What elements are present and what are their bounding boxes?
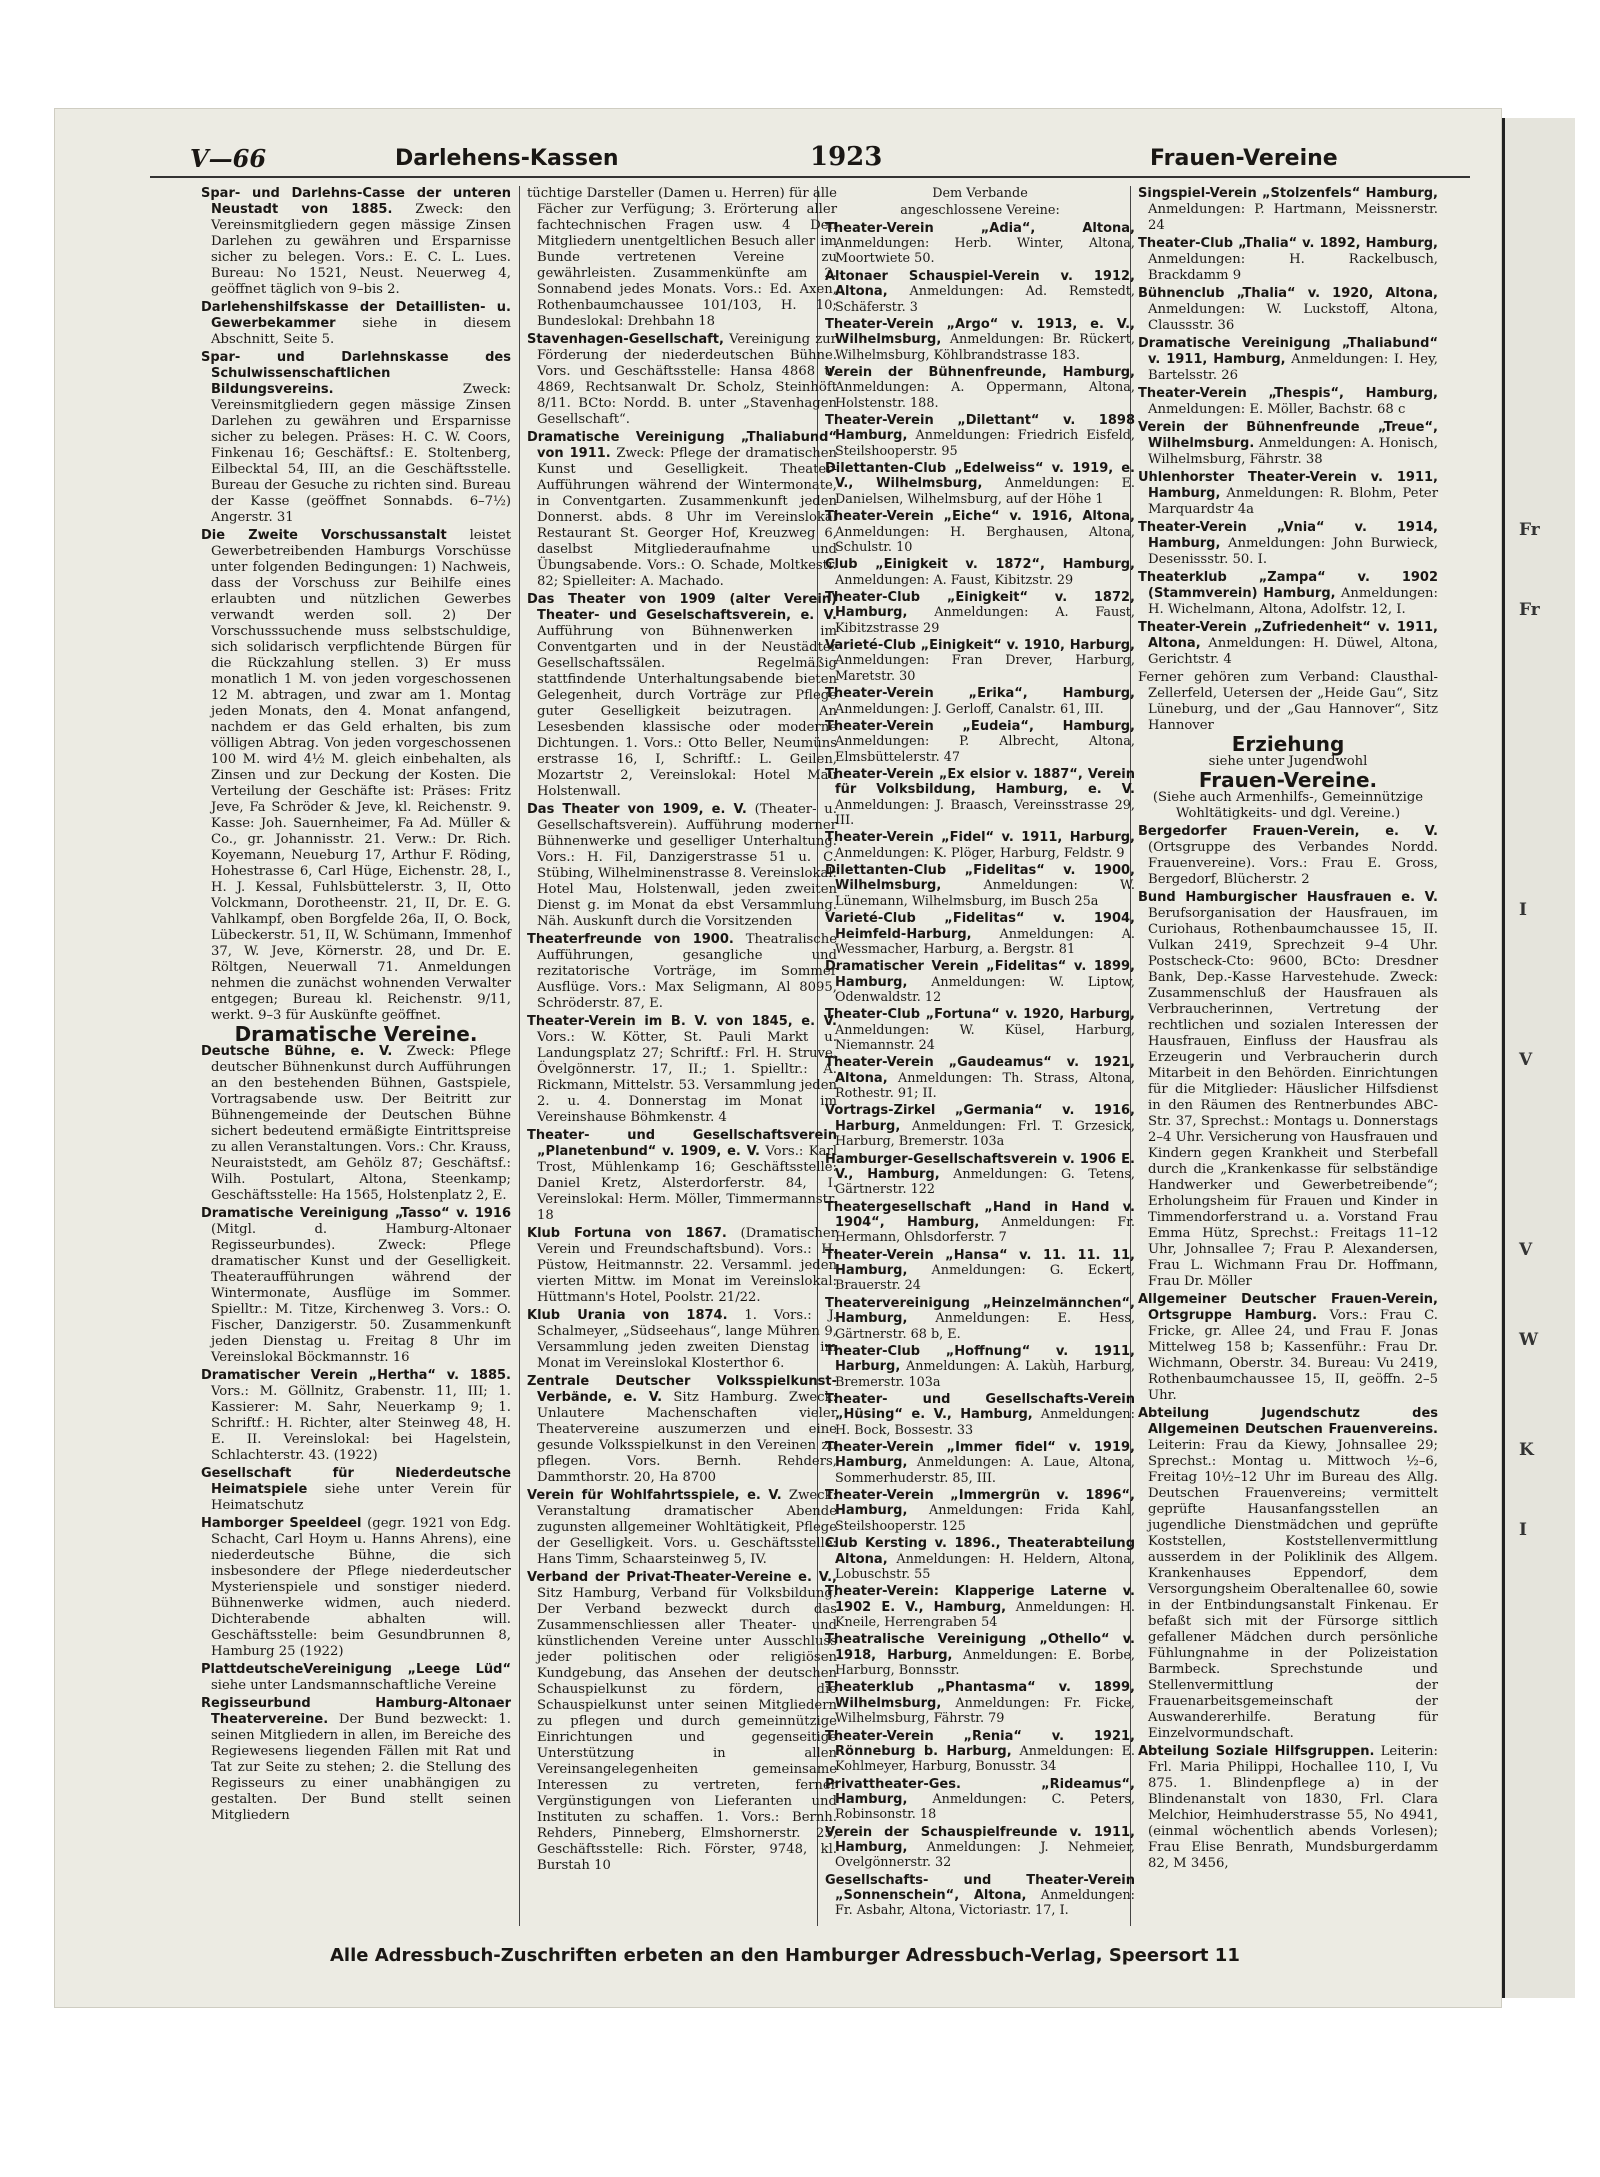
entry-text: Anmeldungen: E. Danielsen, Wilhelmsburg, auf der Höhe 1 — [835, 476, 1135, 507]
entry-text: (Dramatischer Verein und Freundschaftsbund). Vors.: H. Püstow, Heitmannstr. 22. Versamml. jeden vierten Mittw. im Monat im Vereinslokal: Hüttmann's Hotel, Poolstr. 21/22. — [537, 1226, 837, 1305]
entry-name: Dramatischer Verein „Fidelitas“ v. 1899, Hamburg, — [825, 959, 1135, 990]
entry-name: Theatervereinigung „Heinzelmännchen“, Hamburg, — [825, 1295, 1135, 1327]
entry-text: Sitz Hamburg. Zweck: Unlautere Machenschaften vieler Theatervereine auszumerzen und eine gesunde Volksspielkunst in den Vereinen zu pflegen. Vors. Bernh. Rehders, Dammthorstr. 20, Ha 8700 — [537, 1390, 838, 1485]
entry-text: Anmeldungen: Frl. T. Grzesick, Harburg, Bremerstr. 103a — [835, 1118, 1135, 1150]
entry-text: Anmeldungen: Friedrich Eisfeld, Steilshooperstr. 95 — [835, 428, 1135, 459]
entry-name: Theater-Verein „Thespis“, Hamburg, — [1138, 386, 1438, 401]
entry-name: Theatralische Vereinigung „Othello“ v. 1918, Harburg, — [825, 1632, 1135, 1663]
section-note: angeschlossene Vereine: — [900, 203, 1060, 219]
header-left-title: Darlehens-Kassen — [395, 146, 619, 171]
directory-entry — [825, 1055, 1135, 1101]
entry-text: 1. Vors.: J. Schalmeyer, „Südseehaus“, lange Mühren 9, Versammlung jeden zweiten Dienstag im Monat im Vereinslokal Klosterthor 6. — [537, 1308, 837, 1371]
entry-text: Anmeldungen: Frida Kahl, Steilshooperstr. 125 — [835, 1503, 1135, 1534]
adjacent-page-fragment: Fr — [1519, 520, 1540, 540]
directory-entry — [825, 461, 1135, 507]
entry-text: Zweck: Pflege deutscher Bühnenkunst durch Aufführungen an den bestehenden Bühnen, Gastspiele, Vortragsabende usw. Der Beitritt zur Bühnengemeinde der Deutschen Bühne sichert bedeutend ermäßigte Eintrittspreise zu allen Veranstaltungen. Vors.: Chr. Krauss, Neuraiststedt, am Gehölz 87; Geschäftsf.: Wilh. Postulart, Altona, Steenkamp; Geschäftsstelle: Ha 1565, Holstenplatz 2, E. — [211, 1044, 511, 1203]
directory-entry — [825, 1488, 1135, 1534]
entry-name: Dramatische Vereinigung „Thaliabund“ von 1911. — [527, 430, 837, 461]
adjacent-page-fragment: V — [1519, 1240, 1533, 1260]
directory-entry — [527, 1308, 837, 1372]
directory-entry — [825, 1296, 1135, 1342]
directory-entry — [1138, 1406, 1438, 1742]
directory-entry — [825, 590, 1135, 636]
entry-text: Anmeldungen: P. Hartmann, Meissnerstr. 24 — [1148, 202, 1438, 233]
entry-name: Die Zweite Vorschussanstalt — [201, 528, 447, 543]
entry-text: Anmeldungen: H. Berghausen, Altona, Schulstr. 10 — [835, 524, 1135, 555]
directory-entry — [825, 719, 1135, 765]
directory-entry — [825, 1873, 1135, 1919]
directory-entry — [825, 767, 1135, 828]
directory-entry — [527, 932, 837, 1012]
entry-name: Bund Hamburgischer Hausfrauen e. V. — [1138, 890, 1438, 905]
entry-name: PlattdeutscheVereinigung „Leege Lüd“ — [201, 1662, 511, 1677]
directory-entry — [825, 269, 1135, 315]
entry-text: Anmeldungen: A. Honisch, Wilhelmsburg, Fährstr. 38 — [1148, 436, 1438, 467]
entry-name: Theater-Verein „Eudeia“, Hamburg, — [825, 718, 1135, 734]
entry-text: Anmeldungen: E. Kohlmeyer, Harburg, Bonusstr. 34 — [835, 1743, 1135, 1775]
adjacent-page-fragment: I — [1519, 900, 1527, 920]
entry-name: Gesellschafts- und Theater-Verein „Sonnenschein“, Altona, — [825, 1872, 1135, 1904]
directory-entry — [201, 350, 511, 526]
entry-text: Anmeldungen: A. Faust, Kibitzstr. 29 — [835, 572, 1074, 588]
directory-entry — [527, 332, 837, 428]
entry-name: Theater-Verein „Gaudeamus“ v. 1921, Altona, — [825, 1055, 1135, 1086]
directory-entry — [825, 1680, 1135, 1726]
entry-name: Club Kersting v. 1896., Theaterabteilung Altona, — [825, 1536, 1135, 1567]
directory-entry — [527, 430, 837, 590]
entry-text: Anmeldungen: Fr. Hermann, Ohlsdorferstr. 7 — [835, 1215, 1135, 1246]
entry-text: Anmeldungen: H. Heldern, Altona, Lobuschstr. 55 — [835, 1551, 1135, 1582]
entry-text: Anmeldungen: Herb. Winter, Altona, Moortwiete 50. — [835, 236, 1135, 267]
directory-entry — [1138, 386, 1438, 418]
entry-text: Aufführung von Bühnenwerken im Conventgarten und in der Neustädter Gesellschaftssälen. Regelmäßig stattfindende Unterhaltungsabende bieten Gelegenheit, durch Vorträge zur Pflege guter Geselligkeit beizutragen. An Lesesbenden klassische oder moderne Dichtungen. 1. Vors.: Otto Beller, Neumüns erstrasse 16, I, Schriftf.: L. Geilen, Mozartstr 2, Vereinslokal: Hotel Mau Holstenwall. — [537, 624, 837, 799]
directory-entry — [825, 959, 1135, 1005]
entry-name: Theater- und Gesellschaftsverein „Planetenbund“ v. 1909, e. V. — [527, 1128, 837, 1159]
entry-text: Sitz Hamburg, Verband für Volksbildung. Der Verband bezweckt durch das Zusammenschliessen aller Theater- und künstlichenden Vereine unter Ausschluss jeder politischen oder religiösen Kundgebung, das Ansehen der deutschen Schauspielkunst zu fördern, die Schauspielkunst unter seinen Mitgliedern zu pflegen und durch gemeinnützige Einrichtungen und gegenseitige Unterstützung in allen Vereinsangelegenheiten gemeinsame Interessen zu vertreten, ferner Vergünstigungen von Lieferanten und Instituten zu schaffen. 1. Vors.: Bernh. Rehders, Pinneberg, Elmshornerstr. 25, Geschäftsstelle: Rich. Förster, 9748, kl. Burstah 10 — [537, 1586, 837, 1873]
entry-name: Bühnenclub „Thalia“ v. 1920, Altona, — [1138, 286, 1438, 301]
directory-entry — [825, 1392, 1135, 1438]
directory-entry — [527, 186, 837, 330]
directory-entry — [201, 1044, 511, 1204]
directory-entry — [825, 1777, 1135, 1823]
entry-name: Hamburger-Gesellschaftsverein v. 1906 E. V., Hamburg, — [825, 1151, 1135, 1182]
directory-entry — [527, 1374, 837, 1486]
header-right-title: Frauen-Vereine — [1150, 146, 1338, 171]
entry-text: (Ortsgruppe des Verbandes Nordd. Frauenvereine). Vors.: Frau E. Gross, Bergedorf, Blücherstr. 2 — [1148, 840, 1438, 887]
entry-name: Theater-Verein „Immergrün v. 1896“, Hamburg, — [825, 1488, 1135, 1519]
directory-entry — [825, 1584, 1135, 1630]
directory-entry — [1138, 890, 1438, 1290]
entry-name: Verein der Schauspielfreunde v. 1911, Hamburg, — [825, 1824, 1135, 1856]
directory-entry — [1138, 570, 1438, 618]
entry-text: Zweck: Pflege der dramatischen Kunst und Geselligkeit. Theater-Aufführungen während der Wintermonate, in Conventgarten. Zusammenkunft jeden Donnerst. abds. 8 Uhr im Vereinslokal Restaurant St. Georger Hof, Kreuzweg 6, daselbst Mitgliederaufnahme und Übungsabende. Vors.: O. Schade, Moltkestr. 82; Spielleiter: A. Machado. — [537, 446, 837, 589]
entry-text: Anmeldungen: Th. Strass, Altona, Rothestr. 91; II. — [835, 1070, 1135, 1102]
section-heading: Dramatische Vereine. — [234, 1022, 478, 1046]
directory-entry — [1138, 670, 1438, 734]
entry-name: Dilettanten-Club „Edelweiss“ v. 1919, e. V., Wilhelmsburg, — [825, 461, 1135, 492]
entry-text: Vors.: Karl Trost, Mühlenkamp 16; Geschäftsstelle: Daniel Kretz, Alsterdorferstr. 84, I. Vereinslokal: Herm. Möller, Timmermannstr. 18 — [537, 1144, 837, 1223]
directory-entry — [201, 528, 511, 1024]
directory-entry — [825, 830, 1135, 861]
directory-entry — [825, 413, 1135, 459]
column-rule — [519, 186, 520, 1926]
entry-text: Vors.: M. Göllnitz, Grabenstr. 11, III; 1. Kassierer: M. Sahr, Neuerkamp 9; 1. Schriftf.: H. Richter, alter Steinweg 48, H. E. II. Vereinslokal: bei Hagelstein, Schlachterstr. 43. (1922) — [211, 1384, 511, 1463]
directory-entry — [201, 1466, 511, 1514]
directory-entry — [201, 1516, 511, 1660]
directory-entry — [527, 1014, 837, 1126]
entry-text: siehe unter Verein für Heimatschutz — [211, 1482, 511, 1513]
adjacent-page-fragment: V — [1519, 1050, 1533, 1070]
directory-entry — [1138, 620, 1438, 668]
entry-name: Verband der Privat-Theater-Vereine e. V., — [527, 1570, 837, 1585]
entry-name: Das Theater von 1909 (alter Verein) Theater- und Geselschaftsverein, e. V. — [527, 592, 837, 623]
directory-entry — [527, 1570, 837, 1874]
entry-name: Klub Urania von 1874. — [527, 1308, 728, 1323]
entry-name: Spar- und Darlehnskasse des Schulwissenschaftlichen Bildungsvereins. — [201, 350, 511, 397]
entry-text: Anmeldungen: H. Wichelmann, Altona, Adolfstr. 12, I. — [1148, 586, 1438, 617]
entry-name: Dramatische Vereinigung „Tasso“ v. 1916 — [201, 1206, 511, 1221]
entry-name: Varieté-Club „Einigkeit“ v. 1910, Harburg, — [825, 638, 1135, 654]
entry-text: tüchtige Darsteller (Damen u. Herren) für alle Fächer zur Verfügung; 3. Erörterung aller fachtechnischen Fragen usw. 4 Den Mitgliedern unentgeltlichen Besuch aller im Bunde vertretenen Vereine zu gewährleisten. Zusammenkünfte am 2. Sonnabend jedes Monats. Vors.: Ed. Axen, Rothenbaumchaussee 101/103, H. 10; Bundeslokal: Drehbahn 18 — [527, 186, 837, 329]
text-column-4 — [1138, 186, 1438, 1874]
directory-entry — [1138, 186, 1438, 234]
directory-entry — [825, 638, 1135, 684]
entry-text: Berufsorganisation der Hausfrauen, im Curiohaus, Rothenbaumchaussee 15, II. Vulkan 2419, Sprechzeit 9–4 Uhr. Postscheck-Cto: 9600, BCto: Dresdner Bank, Dep.-Kasse Harvestehude. Zweck: Zusammenschluß der Hausfrauen als Verbraucherinnen, Vertretung der rechtlichen und sozialen Interessen der Hausfrauen, Einfluss der Hausfrau als Erzeugerin und Verbraucherin durch Mitarbeit in den Behörden. Einrichtungen für die Mitglieder: Häuslicher Hilfsdienst in den Räumen des Rentnerbundes ABC-Str. 37, Sprechst.: Montags u. Donnerstags 2–4 Uhr. Versicherung von Hausfrauen und Kindern gegen Krankheit und Sterbefall durch die „Krankenkasse für selbständige Handwerker und Gewerbetreibende“; Erholungsheim für Frauen und Kinder in Timmendorferstrand u. a. Vorstand Frau Emma Hütz, Sprechst.: Freitags 11–12 Uhr, Johnsallee 7; Frau P. Alexandersen, Frau L. Wichmann Frau Dr. Hoffmann, Frau Dr. Möller — [1148, 906, 1438, 1289]
footer-notice: Alle Adressbuch-Zuschriften erbeten an den Hamburger Adressbuch-Verlag, Speersort 11 — [330, 1945, 1240, 1966]
directory-entry — [201, 300, 511, 348]
entry-name: Theater-Verein „Immer fidel“ v. 1919, Hamburg, — [825, 1440, 1135, 1471]
entry-text: Ferner gehören zum Verband: Clausthal-Zellerfeld, Uetersen der „Heide Gau“, Sitz Lüneburg, und der „Gau Hannover“, Sitz Hannover — [1138, 670, 1438, 733]
entry-name: Theater-Verein „Zufriedenheit“ v. 1911, Altona, — [1138, 620, 1438, 651]
entry-name: Theater-Verein „Fidel“ v. 1911, Harburg, — [825, 830, 1135, 846]
text-column-1 — [201, 186, 511, 1826]
section-heading: Erziehung — [1231, 732, 1345, 756]
entry-name: Verein der Bühnenfreunde „Treue“, Wilhelmsburg. — [1138, 420, 1438, 451]
entry-text: Anmeldungen: Ad. Remstedt, Schäferstr. 3 — [835, 284, 1135, 315]
entry-name: Bergedorfer Frauen-Verein, e. V. — [1138, 824, 1438, 839]
entry-text: Der Bund bezweckt: 1. seinen Mitgliedern in allen, im Bereiche des Regiewesens liegenden Fällen mit Rat und Tat zur Seite zu stehen; 2. die Stellung des Regisseurs zu einer unabhängigen zu gestalten. Der Bund stellt seinen Mitgliedern — [211, 1712, 511, 1823]
directory-entry — [825, 863, 1135, 909]
entry-text: Anmeldungen: John Burwieck, Desenissstr. 50. I. — [1148, 536, 1438, 567]
directory-entry — [201, 1368, 511, 1464]
entry-text: Anmeldungen: Fr. Asbahr, Altona, Victoriastr. 17, I. — [835, 1888, 1135, 1919]
entry-text: Leiterin: Frau da Kiewy, Johnsallee 29; Sprechst.: Montag u. Mittwoch ½–6, Freitag 10½–12 Uhr im Bureau des Allg. Deutschen Frauenvereins; vermittelt geprüfte Hausanfangsstellen an jugendliche Dienstmädchen und geprüfte Koststellen, Koststellenvermittlung ausserdem in der Poliklinik des Allgem. Krankenhauses Eppendorf, dem Versorgungsheim Oberaltenallee 60, sowie in der Entbindungsanstalt Finkenau. Er befaßt sich mit der Fürsorge sittlich gefallener Mädchen durch persönliche Fühlungnahme in der Polizeistation Barmbeck. Sprechstunde und Stellenvermittlung der Frauenarbeitsgemeinschaft der Auswandererhilfe. Beratung für Einzelvormundschaft. — [1148, 1438, 1438, 1741]
entry-text: Anmeldungen: A. Wessmacher, Harburg, a. Bergstr. 81 — [835, 926, 1135, 957]
directory-entry — [825, 1536, 1135, 1582]
section-note: (Siehe auch Armenhilfs-, Gemeinnützige Wohltätigkeits- und dgl. Vereine.) — [1152, 790, 1424, 821]
entry-text: Anmeldungen: E. Möller, Bachstr. 68 c — [1148, 402, 1406, 417]
entry-name: Theater-Verein „Ex elsior v. 1887“, Verein für Volksbildung, Hamburg, e. V. — [825, 766, 1135, 798]
section-note: siehe unter Jugendwohl — [1208, 754, 1368, 769]
entry-name: Dramatischer Verein „Hertha“ v. 1885. — [201, 1368, 511, 1383]
entry-text: Anmeldungen: J. Braasch, Vereinsstrasse 29, III. — [835, 797, 1135, 829]
directory-entry — [825, 686, 1135, 717]
entry-text: Anmeldungen: K. Plöger, Harburg, Feldstr. 9 — [835, 845, 1125, 861]
directory-entry — [825, 1825, 1135, 1871]
entry-name: Gesellschaft für Niederdeutsche Heimatspiele — [201, 1466, 511, 1497]
entry-name: Theaterklub „Phantasma“ v. 1899, Wilhelmsburg, — [825, 1680, 1135, 1711]
adjacent-page-strip — [1502, 118, 1575, 1998]
entry-name: Stavenhagen-Gesellschaft, — [527, 332, 724, 347]
entry-text: Anmeldungen: Br. Rückert, Wilhelmsburg, Köhlbrandstrasse 183. — [835, 332, 1136, 363]
entry-text: leistet Gewerbetreibenden Hamburgs Vorschüsse unter folgenden Bedingungen: 1) Nachweis, dass der Vorschuss zur Beihilfe eines erlaubten und nützlichen Gewerbes verwandt werden soll. 2) Der Vorschusssuchende muss selbstschuldige, sich solidarisch verpflichtende Bürgen für die Rückzahlung stellen. 3) Er muss monatlich 1 M. von jeden vorgeschossenen 12 M. abtragen, und zwar am 1. Montag jeden Monats, den 4. Monat anfangend, nachdem er das Geld erhalten, bis zum völligen Abtrag. Von jeden vorgeschossenen 100 M. wird 4½ M. gleich einbehalten, als Zinsen und zur Deckung der Kosten. Die Verteilung der Geschäfte ist: Präses: Fritz Jeve, Fa Schröder & Jeve, kl. Reichenstr. 9. Kasse: Joh. Sauernheimer, Fa Ad. Müller & Co., gr. Johannisstr. 21. Verw.: Dr. Rich. Koyemann, Neueburg 17, Arthur F. Röding, Hohestrasse 6, Carl Hüge, Eichenstr. 28, I., H. J. Kessal, Fuhlsbüttelerstr. 3, II, Otto Volckmann, Dorotheenstr. 21, II, Dr. E. G. Vahlkampf, oben Borgfelde 26a, II, O. Bock, Lübeckerstr. 51, II, W. Schümann, Immenhof 37, W. Jeve, Körnerstr. 28, und Dr. E. Röltgen, Neuerwall 71. Anmeldungen nehmen die zunächst wohnenden Verwalter entgegen; Bureau kl. Reichenstr. 9/11, werkt. 9–3 für Auskünfte geöffnet. — [211, 528, 511, 1023]
directory-entry — [527, 1128, 837, 1224]
entry-text: (Theater- u. Gesellschaftsverein). Aufführung moderner Bühnenwerke und geselliger Unterhaltung. Vors.: H. Fil, Danzigerstrasse 51 u. C. Stübing, Wilhelminenstrasse 8. Vereinslokal: Hotel Mau, Holstenwall, jeden zweiten Dienst g. im Monat da ebst Versammlung. Näh. Auskunft durch die Vorsitzenden — [537, 802, 837, 929]
directory-entry — [1138, 286, 1438, 334]
entry-name: Theater-Verein „Hansa“ v. 11. 11. 11, Hamburg, — [825, 1247, 1135, 1279]
entry-text: Anmeldungen: A. Faust, Kibitzstrasse 29 — [835, 605, 1135, 636]
entry-name: Dilettanten-Club „Fidelitas“ v. 1900, Wilhelmsburg, — [825, 863, 1135, 894]
entry-text: Vors.: Frau C. Fricke, gr. Allee 24, und Frau F. Jonas Mittelweg 158 b; Kassenführ.: Frau Dr. Wichmann, Oberstr. 34. Bureau: Vu 2419, Rothenbaumchaussee 15, II, geöffn. 2–5 Uhr. — [1148, 1308, 1438, 1403]
directory-entry — [1138, 824, 1438, 888]
entry-name: Deutsche Bühne, e. V. — [201, 1044, 393, 1059]
entry-name: Theater-Club „Thalia“ v. 1892, Hamburg, — [1138, 236, 1438, 251]
entry-text: Anmeldungen: A. Laue, Altona, Sommerhuderstr. 85, III. — [835, 1455, 1135, 1486]
adjacent-page-fragment: Fr — [1519, 600, 1540, 620]
entry-text: Anmeldungen: A. Oppermann, Altona, Holstenstr. 188. — [835, 380, 1135, 411]
directory-entry — [1138, 1292, 1438, 1404]
entry-text: Theatralische Aufführungen, gesangliche und rezitatorische Vorträge, im Sommer Ausflüge. Vors.: Max Seligmann, Al 8095, Schröderstr. 87, E. — [537, 932, 837, 1011]
entry-name: Theater-Verein „Argo“ v. 1913, e. V., Wilhelmsburg, — [825, 316, 1135, 348]
entry-name: Das Theater von 1909, e. V. — [527, 802, 747, 817]
entry-text: Anmeldungen: H. Bock, Bossestr. 33 — [835, 1407, 1135, 1438]
directory-entry — [825, 1200, 1135, 1246]
entry-name: Theater-Verein „Renia“ v. 1921, Rönneburg b. Harburg, — [825, 1728, 1135, 1759]
entry-name: Theater-Verein „Dilettant“ v. 1898 Hamburg, — [825, 413, 1135, 444]
directory-entry — [527, 592, 837, 800]
directory-entry — [825, 365, 1135, 411]
entry-name: Uhlenhorster Theater-Verein v. 1911, Hamburg, — [1138, 470, 1438, 501]
entry-name: Hamborger Speeldeel — [201, 1516, 362, 1531]
entry-text: Anmeldungen: W. Küsel, Harburg, Niemannstr. 24 — [835, 1022, 1135, 1054]
directory-entry — [1138, 420, 1438, 468]
entry-name: Theatergesellschaft „Hand in Hand v. 1904“, Hamburg, — [825, 1199, 1135, 1230]
adjacent-page-fragment: W — [1519, 1330, 1539, 1350]
entry-text: Leiterin: Frl. Maria Philippi, Hochallee 110, I, Vu 875. 1. Blindenpflege a) in der Blindenanstalt von 1830, Frl. Clara Melchior, Heimhuderstrasse 55, No 4941, (einmal wöchentlich abends Vorlesen); Frau Elise Benrath, Mundsburgerdamm 82, M 3456, — [1148, 1744, 1438, 1871]
entry-name: Allgemeiner Deutscher Frauen-Verein, Ortsgruppe Hamburg. — [1138, 1292, 1438, 1323]
entry-text: Anmeldungen: E. Hess, Gärtnerstr. 68 b, E. — [835, 1311, 1135, 1342]
directory-entry — [201, 1696, 511, 1824]
header-year: 1923 — [810, 142, 883, 172]
entry-text: Anmeldungen: H. Kneile, Herrengraben 54 — [835, 1599, 1135, 1630]
entry-name: Theater-Verein „Erika“, Hamburg, — [825, 686, 1135, 702]
entry-name: Theaterklub „Zampa“ v. 1902 (Stammverein) Hamburg, — [1138, 570, 1438, 601]
text-column-2 — [527, 186, 837, 1876]
entry-name: Darlehenshilfskasse der Detaillisten- u. Gewerbekammer — [201, 300, 511, 331]
directory-entry — [825, 1344, 1135, 1390]
entry-text: Anmeldungen: E. Borbe, Harburg, Bonnsstr. — [835, 1647, 1135, 1679]
entry-text: Anmeldungen: I. Hey, Bartelsstr. 26 — [1148, 352, 1438, 383]
entry-name: Club „Einigkeit v. 1872“, Hamburg, — [825, 557, 1135, 573]
entry-name: Dramatische Vereinigung „Thaliabund“ v. 1911, Hamburg, — [1138, 336, 1438, 367]
text-column-3 — [825, 186, 1135, 1921]
adjacent-page-fragment: K — [1519, 1440, 1534, 1460]
entry-text: Vors.: W. Kötter, St. Pauli Markt u. Landungsplatz 27; Schriftf.: Frl. H. Struve, Övelgönnerstr. 17, II.; 1. Spielltr.: A. Rickmann, Mittelstr. 53. Versammlung jeden 2. u. 4. Donnerstag im Monat im Vereinshause Böhmkenstr. 4 — [537, 1030, 837, 1125]
entry-text: Anmeldungen: P. Albrecht, Altona, Elmsbüttelerstr. 47 — [835, 734, 1135, 765]
entry-name: Abteilung Soziale Hilfsgruppen. — [1138, 1744, 1375, 1759]
entry-text: Zweck: Veranstaltung dramatischer Abende zugunsten allgemeiner Wohltätigkeit, Pflege der Geselligkeit. Vors. u. Geschäftsstelle: Hans Timm, Schaarsteinweg 5, IV. — [537, 1488, 837, 1567]
entry-text: siehe unter Landsmannschaftliche Vereine — [211, 1678, 497, 1693]
entry-text: Anmeldungen: W. Liptow, Odenwaldstr. 12 — [835, 974, 1135, 1005]
entry-text: Anmeldungen: H. Düwel, Altona, Gerichtstr. 4 — [1148, 636, 1438, 667]
entry-name: Spar- und Darlehns-Casse der unteren Neustadt von 1885. — [201, 186, 511, 217]
directory-entry — [201, 1662, 511, 1694]
entry-text: siehe in diesem Abschnitt, Seite 5. — [211, 316, 511, 347]
entry-name: Theater-Verein: Klapperige Laterne v. 1902 E. V., Hamburg, — [825, 1584, 1135, 1615]
entry-name: Klub Fortuna von 1867. — [527, 1226, 727, 1241]
entry-text: (Mitgl. d. Hamburg-Altonaer Regisseurbundes). Zweck: Pflege dramatischer Kunst und der Geselligkeit. Theateraufführungen während der Wintermonate, Ausflüge im Sommer. Spielltr.: M. Titze, Kirchenweg 3. Vors.: O. Fischer, Danzigerstr. 50. Zusammenkunft jeden Dienstag u. Freitag 8 Uhr im Vereinslokal Böckmannstr. 16 — [211, 1222, 511, 1365]
entry-text: Anmeldungen: Fr. Ficke, Wilhelmsburg, Fährstr. 79 — [835, 1695, 1136, 1727]
directory-entry — [825, 1440, 1135, 1486]
directory-entry — [825, 557, 1135, 588]
entry-text: Anmeldungen: C. Peters, Robinsonstr. 18 — [835, 1791, 1135, 1823]
directory-entry — [1138, 236, 1438, 284]
entry-name: Theaterfreunde von 1900. — [527, 932, 734, 947]
directory-entry — [825, 1007, 1135, 1053]
entry-name: Verein der Bühnenfreunde, Hamburg, — [825, 364, 1135, 380]
directory-entry — [1138, 1744, 1438, 1872]
entry-name: Singspiel-Verein „Stolzenfels“ Hamburg, — [1138, 186, 1438, 201]
adjacent-page-fragment: I — [1519, 1520, 1527, 1540]
entry-name: Theater-Verein „Adia“, Altona, — [825, 220, 1135, 236]
entry-name: Privattheater-Ges. „Rideamus“, Hamburg, — [825, 1776, 1135, 1807]
entry-name: Vortrags-Zirkel „Germania“ v. 1916, Harburg, — [825, 1103, 1135, 1134]
entry-name: Varieté-Club „Fidelitas“ v. 1904, Heimfeld-Harburg, — [825, 911, 1135, 942]
section-note: Dem Verbande — [932, 186, 1028, 201]
entry-name: Theater-Club „Hoffnung“ v. 1911, Harburg, — [825, 1343, 1135, 1375]
entry-text: Anmeldungen: W. Luckstoff, Altona, Claussstr. 36 — [1148, 302, 1438, 333]
entry-name: Theater- und Gesellschafts-Verein „Hüsing“ e. V., Hamburg, — [825, 1391, 1135, 1423]
entry-text: Anmeldungen: A. Lakùh, Harburg, Bremerstr. 103a — [835, 1359, 1135, 1390]
entry-text: Anmeldungen: Fran Drever, Harburg, Maretstr. 30 — [835, 653, 1135, 684]
entry-name: Theater-Club „Einigkeit“ v. 1872, Hamburg, — [825, 589, 1135, 621]
entry-text: Anmeldungen: R. Blohm, Peter Marquardstr 4a — [1148, 486, 1438, 517]
entry-text: Zweck: den Vereinsmitgliedern gegen mässige Zinsen Darlehen zu gewähren und Ersparnisse sicher zu belegen. Vors.: E. C. L. Lues. Bureau: No 1521, Neust. Neuerweg 4, geöffnet täglich von 9–bis 2. — [211, 202, 511, 297]
directory-entry — [527, 1226, 837, 1306]
directory-entry — [825, 911, 1135, 957]
entry-name: Verein für Wohlfahrtsspiele, e. V. — [527, 1488, 782, 1503]
entry-name: Theater-Verein „Vnia“ v. 1914, Hamburg, — [1138, 520, 1438, 551]
entry-name: Abteilung Jugendschutz des Allgemeinen Deutschen Frauenvereins. — [1138, 1406, 1438, 1437]
entry-name: Theater-Club „Fortuna“ v. 1920, Harburg, — [825, 1007, 1135, 1023]
entry-text: Anmeldungen: J. Gerloff, Canalstr. 61, III. — [835, 701, 1104, 717]
entry-text: Anmeldungen: G. Tetens, Gärtnerstr. 122 — [835, 1166, 1135, 1198]
directory-entry — [825, 1152, 1135, 1198]
directory-entry — [825, 1632, 1135, 1678]
section-heading: Frauen-Vereine. — [1198, 768, 1378, 792]
entry-name: Regisseurbund Hamburg-Altonaer Theatervereine. — [201, 1696, 511, 1727]
directory-entry — [825, 1248, 1135, 1294]
directory-entry — [201, 1206, 511, 1366]
entry-name: Theater-Verein „Eiche“ v. 1916, Altona, — [825, 509, 1135, 525]
entry-text: Vereinigung zur Förderung der niederdeutschen Bühne. Vors. und Geschäftsstelle: Hansa 4868 u. 4869, Rechtsanwalt Dr. Scholz, Steinhöft 8/11. BCto: Nordd. B. unter „Stavenhagen Gesellschaft“. — [537, 332, 837, 427]
directory-entry — [527, 1488, 837, 1568]
directory-entry — [825, 221, 1135, 267]
entry-text: Anmeldungen: G. Eckert, Brauerstr. 24 — [835, 1263, 1135, 1294]
entry-name: Altonaer Schauspiel-Verein v. 1912, Altona, — [825, 268, 1135, 300]
entry-text: (gegr. 1921 von Edg. Schacht, Carl Hoym u. Hanns Ahrens), eine niederdeutsche Bühne, die sich insbesondere der Pflege niederdeutscher Mysterienspiele und sonstiger niederd. Bühnenwerke widmen, auch niederd. Dichterabende abhalten will. Geschäftsstelle: beim Gesundbrunnen 8, Hamburg 25 (1922) — [211, 1516, 512, 1659]
directory-entry — [825, 509, 1135, 555]
directory-entry — [1138, 336, 1438, 384]
entry-text: Anmeldungen: H. Rackelbusch, Brackdamm 9 — [1148, 252, 1438, 283]
directory-entry — [527, 802, 837, 930]
directory-entry — [1138, 470, 1438, 518]
entry-text: Anmeldungen: J. Nehmeier, Ovelgönnerstr. 32 — [835, 1840, 1135, 1871]
page-number: V—66 — [190, 144, 267, 173]
entry-name: Theater-Verein im B. V. von 1845, e. V. — [527, 1014, 837, 1029]
directory-entry — [825, 1729, 1135, 1775]
entry-name: Zentrale Deutscher Volksspielkunst-Verbände, e. V. — [527, 1374, 837, 1405]
entry-text: Anmeldungen: W. Lünemann, Wilhelmsburg, im Busch 25a — [835, 878, 1135, 909]
entry-text: Zweck: Vereinsmitgliedern gegen mässige Zinsen Darlehen zu gewähren und Ersparnisse sicher zu belegen. Präses: H. C. W. Coors, Finkenau 16; Geschäftsf.: E. Stoltenberg, Eilbecktal 54, III, an die Geschäftsstelle. Bureau der Gesuche zu richten sind. Bureau der Kasse (geöffnet Sonnabds. 6–7½) Angerstr. 31 — [211, 382, 511, 525]
directory-entry — [825, 317, 1135, 363]
page-header — [150, 140, 1470, 178]
directory-entry — [1138, 520, 1438, 568]
directory-entry — [201, 186, 511, 298]
directory-entry — [825, 1103, 1135, 1149]
